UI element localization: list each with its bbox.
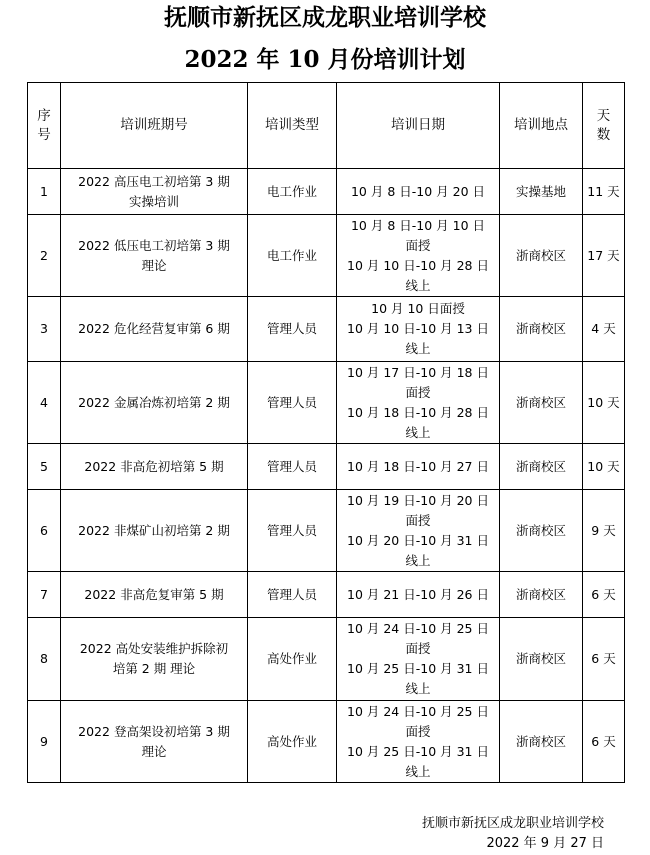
header-place: 培训地点	[500, 83, 583, 169]
cell-class: 2022 危化经营复审第 6 期	[61, 297, 248, 362]
cell-class: 2022 金属冶炼初培第 2 期	[61, 362, 248, 444]
cell-seq: 1	[28, 169, 61, 215]
table-row	[28, 490, 625, 572]
cell-type: 管理人员	[248, 444, 337, 490]
cell-seq: 5	[28, 444, 61, 490]
cell-days: 4 天	[583, 297, 625, 362]
cell-place: 浙商校区	[500, 444, 583, 490]
cell-days: 17 天	[583, 215, 625, 297]
cell-class: 2022 高压电工初培第 3 期 实操培训	[61, 169, 248, 215]
cell-date: 10 月 8 日-10 月 10 日 面授 10 月 10 日-10 月 28 日 线上	[337, 215, 500, 297]
cell-type: 管理人员	[248, 362, 337, 444]
cell-type: 管理人员	[248, 297, 337, 362]
cell-date: 10 月 21 日-10 月 26 日	[337, 572, 500, 618]
cell-days: 6 天	[583, 572, 625, 618]
cell-days: 11 天	[583, 169, 625, 215]
cell-days: 10 天	[583, 444, 625, 490]
cell-days: 6 天	[583, 618, 625, 701]
table-row	[28, 362, 625, 444]
cell-days: 6 天	[583, 701, 625, 783]
cell-date: 10 月 24 日-10 月 25 日 面授 10 月 25 日-10 月 31 日 线上	[337, 701, 500, 783]
cell-class: 2022 非高危初培第 5 期	[61, 444, 248, 490]
cell-place: 浙商校区	[500, 572, 583, 618]
cell-seq: 6	[28, 490, 61, 572]
cell-date: 10 月 10 日面授 10 月 10 日-10 月 13 日 线上	[337, 297, 500, 362]
cell-type: 电工作业	[248, 215, 337, 297]
cell-seq: 7	[28, 572, 61, 618]
table-row	[28, 169, 625, 215]
cell-seq: 4	[28, 362, 61, 444]
cell-class: 2022 非高危复审第 5 期	[61, 572, 248, 618]
cell-place: 浙商校区	[500, 490, 583, 572]
cell-date: 10 月 19 日-10 月 20 日 面授 10 月 20 日-10 月 31 日 线上	[337, 490, 500, 572]
cell-place: 实操基地	[500, 169, 583, 215]
cell-date: 10 月 24 日-10 月 25 日 面授 10 月 25 日-10 月 31 日 线上	[337, 618, 500, 701]
cell-place: 浙商校区	[500, 618, 583, 701]
document-title: 抚顺市新抚区成龙职业培训学校	[164, 4, 486, 31]
footer-date: 2022 年 9 月 27 日	[486, 836, 604, 851]
cell-date: 10 月 18 日-10 月 27 日	[337, 444, 500, 490]
cell-type: 高处作业	[248, 618, 337, 701]
header-class: 培训班期号	[61, 83, 248, 169]
cell-type: 高处作业	[248, 701, 337, 783]
cell-seq: 8	[28, 618, 61, 701]
table-row	[28, 572, 625, 618]
cell-place: 浙商校区	[500, 362, 583, 444]
cell-class: 2022 低压电工初培第 3 期 理论	[61, 215, 248, 297]
table-row	[28, 215, 625, 297]
cell-seq: 2	[28, 215, 61, 297]
cell-place: 浙商校区	[500, 297, 583, 362]
cell-date: 10 月 8 日-10 月 20 日	[337, 169, 500, 215]
cell-type: 管理人员	[248, 572, 337, 618]
cell-days: 9 天	[583, 490, 625, 572]
document-subtitle: 2022 年 10 月份培训计划	[184, 46, 466, 73]
table-row	[28, 701, 625, 783]
table-row	[28, 618, 625, 701]
header-seq: 序 号	[28, 83, 61, 169]
cell-place: 浙商校区	[500, 215, 583, 297]
table-row	[28, 297, 625, 362]
table-row	[28, 444, 625, 490]
table-header-row	[28, 83, 625, 169]
cell-class: 2022 高处安装维护拆除初 培第 2 期 理论	[61, 618, 248, 701]
header-type: 培训类型	[248, 83, 337, 169]
cell-type: 管理人员	[248, 490, 337, 572]
cell-place: 浙商校区	[500, 701, 583, 783]
cell-days: 10 天	[583, 362, 625, 444]
cell-class: 2022 非煤矿山初培第 2 期	[61, 490, 248, 572]
training-plan-table	[27, 82, 625, 783]
cell-type: 电工作业	[248, 169, 337, 215]
header-days: 天 数	[583, 83, 625, 169]
footer-organization: 抚顺市新抚区成龙职业培训学校	[421, 816, 604, 831]
cell-seq: 9	[28, 701, 61, 783]
header-date: 培训日期	[337, 83, 500, 169]
cell-date: 10 月 17 日-10 月 18 日 面授 10 月 18 日-10 月 28 日 线上	[337, 362, 500, 444]
cell-class: 2022 登高架设初培第 3 期 理论	[61, 701, 248, 783]
cell-seq: 3	[28, 297, 61, 362]
